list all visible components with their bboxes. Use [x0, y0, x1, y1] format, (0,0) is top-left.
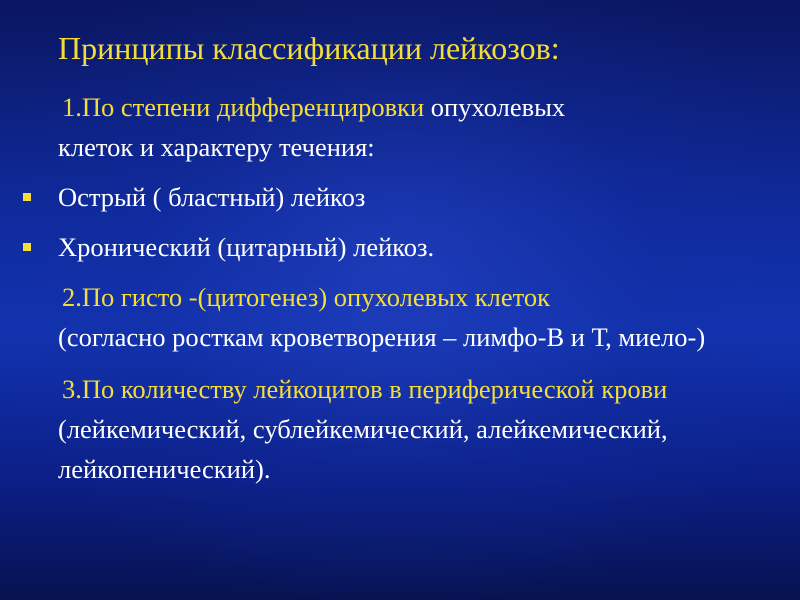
section-3-lead: 3.По количеству лейкоцитов в периферической крови — [62, 374, 668, 404]
section-2 — [0, 277, 800, 357]
slide-content — [0, 87, 800, 489]
section-1 — [0, 87, 800, 167]
slide-title: Принципы классификации лейкозов: — [58, 30, 560, 66]
bullet-item-chronic — [0, 227, 800, 267]
section-1-line-2: клеток и характеру течения: — [58, 132, 375, 162]
section-1-lead-rest: опухолевых — [424, 92, 566, 122]
section-3-body: (лейкемический, сублейкемический, алейкемический, лейкопенический). — [58, 414, 668, 484]
section-1-lead: 1.По степени дифференцировки — [62, 92, 425, 122]
bullet-item-acute — [0, 177, 800, 217]
bullet-text: Хронический (цитарный) лейкоз. — [58, 232, 435, 262]
square-bullet-icon — [23, 193, 31, 201]
bullet-text: Острый ( бластный) лейкоз — [58, 182, 366, 212]
section-2-body: (согласно росткам кроветворения – лимфо-В и Т, миело-) — [58, 322, 706, 352]
square-bullet-icon — [23, 243, 31, 251]
section-2-lead: 2.По гисто -(цитогенез) опухолевых клеток — [62, 282, 550, 312]
section-3 — [0, 369, 800, 489]
